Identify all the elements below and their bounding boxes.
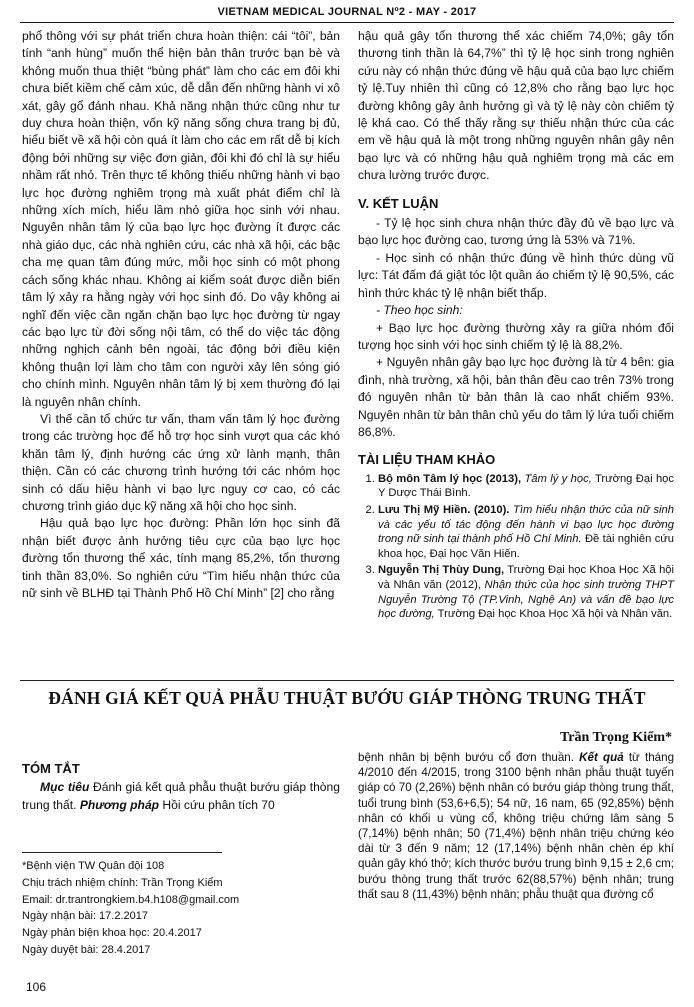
abstract-segment: bệnh nhân bị bệnh bướu cổ đơn thuần. xyxy=(358,751,580,764)
conclusion-item: - Học sinh có nhận thức đúng về hình thức dùng vũ lực: Tát đấm đá giật tóc lột quần áo chiếm tỷ lệ 90,5%, các hình thức khác tỷ lệ nhận biết thấp. xyxy=(358,250,674,300)
footnote-rule xyxy=(22,852,222,853)
conclusion-subhead: - Theo học sinh: xyxy=(376,303,463,318)
reference-item xyxy=(378,503,674,561)
abstract-label: Kết quả xyxy=(579,751,624,764)
abstract-left xyxy=(22,760,340,814)
ref-source: Trường Đại học Khoa Học Xã hội và Nhân văn. xyxy=(434,608,673,621)
ref-title: Nhận thức của học sinh trường THPT Nguyễn Trường Tộ (TP.Vinh, Nghệ An) và vấn đề bạo lực học đường, xyxy=(378,578,674,621)
footnote-line: Ngày nhận bài: 17.2.2017 xyxy=(22,910,148,923)
footnote-line: Email: dr.trantrongkiem.b4.h108@gmail.com xyxy=(22,893,240,906)
left-column-top xyxy=(22,28,340,602)
ref-author: Lưu Thị Mỹ Hiền. (2010). xyxy=(378,503,510,516)
ref-title: Tâm lý y học, xyxy=(521,472,592,485)
article-title: ĐÁNH GIÁ KẾT QUẢ PHẪU THUẬT BƯỚU GIÁP THÒNG TRUNG THẤT xyxy=(48,688,646,708)
abstract-segment: Đánh giá kết quả phẫu thuật bướu giáp thòng trung thất. xyxy=(22,780,340,812)
abstract-text xyxy=(358,750,674,902)
ref-source: Trường Đại học Khoa Học Xã hội và Nhân văn (2012), xyxy=(378,564,674,591)
page-number: 106 xyxy=(26,980,47,994)
ref-source: Đề tài nghiên cứu khoa học, Đại học Văn Hiến. xyxy=(378,533,675,560)
footnote-line: Ngày phản biện khoa học: 20.4.2017 xyxy=(22,927,202,940)
footnote-line: *Bệnh viện TW Quân đội 108 xyxy=(22,860,165,872)
footnote-line: Chịu trách nhiệm chính: Trần Trọng Kiểm xyxy=(22,876,223,889)
body-paragraph: Vì thế cần tổ chức tư vấn, tham vấn tâm lý học đường trong các trường học để hỗ trợ học sinh vượt qua các khó khăn tâm lý, định hướng các ứng xử lành mạnh, thân thiện. Cần có các chương trình hướng tới các nhóm học sinh có dấu hiệu hành vi bạo lực nguy cơ cao, có các chương trình giáo dục kỹ năng xã hội cho học sinh. xyxy=(22,411,340,513)
abstract-text xyxy=(22,779,340,814)
abstract-segment: Hồi cứu phân tích 70 xyxy=(159,797,275,812)
ref-author: Bộ môn Tâm lý học (2013), xyxy=(378,472,522,485)
section-title-conclusion: V. KẾT LUẬN xyxy=(358,195,439,211)
footnote-line: Ngày duyệt bài: 28.4.2017 xyxy=(22,943,151,956)
abstract-segment: từ tháng 4/2010 đến 4/2015, trong 3100 bệnh nhân phẫu thuật tuyến giáp có 70 (2,26%) bệnh nhân có bướu giáp thòng trung thất, tuổi trung bình (53,6+6,5); 54 nữ, 16 nam, 65 (92,85%) bệnh nhân có khối u vùng cổ, không triệu chứng lâm sàng 5 (7,14%) bệnh nhân; 50 (71,4%) bệnh nhân triệu chứng kéo dài từ 3 đến 9 năm; 12 (17,14%) bệnh nhân chèn ép khí quản gây khó thở; kích thước bướu trung bình 9,15 ± 2,6 cm; bướu thòng trung thất trước 62(88,57%) bệnh nhân; trung thất sau 8 (11,43%) bệnh nhân; phẫu thuật qua đường cổ xyxy=(358,751,675,901)
reference-list xyxy=(358,472,674,622)
ref-author: Nguyễn Thị Thùy Dung, xyxy=(378,564,505,577)
body-paragraph: phổ thông với sự phát triển chưa hoàn thiện: cái “tôi”, bản tính “anh hùng” muốn thể hiện bản thân trước bạn bè và không muốn thua thiệt “bùng phát” làm cho các em đôi khi chưa biết kiềm chế cảm xúc, dễ dẫn đến những hành vi xô xát, gây gổ đánh nhau. Khả năng nhận thức cũng như tư duy chưa hoàn thiện, vốn kỹ năng sống chưa trang bị đủ, hiểu biết về xã hội còn quá ít làm cho các em rất dễ bị kích động bởi những sự việc đơn giản, đôi khi đó chỉ là sự hiểu nhầm rất nhỏ. Trên thực tế không thiếu những hành vi bạo lực học đường nghiêm trọng mà xuất phát điểm chỉ là những xích mích, hiểu lầm nhỏ giữa học sinh với nhau. Nguyên nhân tâm lý của bạo lực học đường ít được các nhà giáo dục, các nhà nghiên cứu, các nhà xã hội, các bậc cha mẹ quan tâm đúng mức, mỗi học sinh có một phong cách sống khác nhau. Không ai kiểm soát được diễn biến tâm lý xảy ra hằng ngày với học sinh đó. Do vậy không ai nghĩ đến việc cần ngăn chặn bạo lực học đường từ ngay các bạo lực từ đời sống nội tâm, có thể do việc tác động những nghịch cảnh bên ngoài, tác động bởi điều kiện không thuận lợi làm cho tâm con người xảy lên sóng gió cho chính mình. Nguyên nhân tâm lý bị xem thường đó lại là nguyên nhân chính. xyxy=(22,29,340,409)
reference-item xyxy=(378,472,674,501)
abstract-title: TÓM TẮT xyxy=(22,761,80,776)
ref-source: Trường Đại học Y Dược Thái Bình. xyxy=(378,472,674,500)
journal-header: VIETNAM MEDICAL JOURNAL Nº2 - MAY - 2017 xyxy=(217,6,477,18)
body-paragraph: Hậu quả bạo lực học đường: Phần lớn học sinh đã nhận biết được ảnh hưởng tiêu cực của bạo lực học đường tổn thương thể xác, tính mạng 85,2%, tổn thương tinh thần 83,0%. So nghiên cứu “Tìm hiểu nhận thức của nữ sinh về BLHĐ tại Thành Phố Hồ Chí Minh” [2] cho rằng xyxy=(22,516,340,600)
footnote xyxy=(22,858,340,959)
reference-item xyxy=(378,563,674,621)
abstract-label: Mục tiêu xyxy=(40,780,90,795)
section-title-references: TÀI LIỆU THAM KHẢO xyxy=(358,452,496,468)
abstract-right xyxy=(358,750,674,902)
body-paragraph: hậu quả gây tổn thương thể xác chiếm 74,0%; gây tổn thương tinh thần là 64,7%” thì tỷ lệ học sinh trong nghiên cứu này có nhận thức đúng về hậu quả của bạo lực chiếm tỷ lệ.Tuy nhiên thì cũng có 12,8% cho rằng bạo lực học đường không gây ảnh hưởng gì và tỷ lệ này còn chiếm tỷ lệ khá cao. Có thể thấy rằng sự thiếu nhận thức của các em về hậu quả là một trong những nguyên nhân gây nên bạo lực và có những hậu quả nghiêm trọng mà các em chưa lường trước được. xyxy=(358,29,674,183)
conclusion-item: - Tỷ lệ học sinh chưa nhận thức đầy đủ về bạo lực và bạo lực học đường cao, tương ứng là 53% và 71%. xyxy=(358,216,674,248)
article-divider xyxy=(20,680,674,681)
abstract-label: Phương pháp xyxy=(79,797,160,812)
header-rule xyxy=(20,22,674,23)
conclusion-item: + Bạo lực học đường thường xảy ra giữa nhóm đối tượng học sinh với học sinh chiếm tỷ lệ là 88,2%. xyxy=(358,320,674,352)
right-column-top xyxy=(358,28,674,624)
article-author: Trần Trọng Kiểm* xyxy=(560,730,672,745)
ref-title: Tìm hiểu nhận thức của nữ sinh và các yếu tố tác động đến hành vi bạo lực học đường trong nữ sinh tại thành phố Hồ Chí Minh. xyxy=(378,503,674,546)
conclusion-item: + Nguyên nhân gây bạo lực học đường là từ 4 bên: gia đình, nhà trường, xã hội, bản thân đều cao trên 73% trong đó nguyên nhân từ bản thân là cao nhất chiếm 93%. Nguyên nhân từ bản thân chủ yếu do tâm lý lứa tuổi chiếm 86,8%. xyxy=(358,355,674,439)
